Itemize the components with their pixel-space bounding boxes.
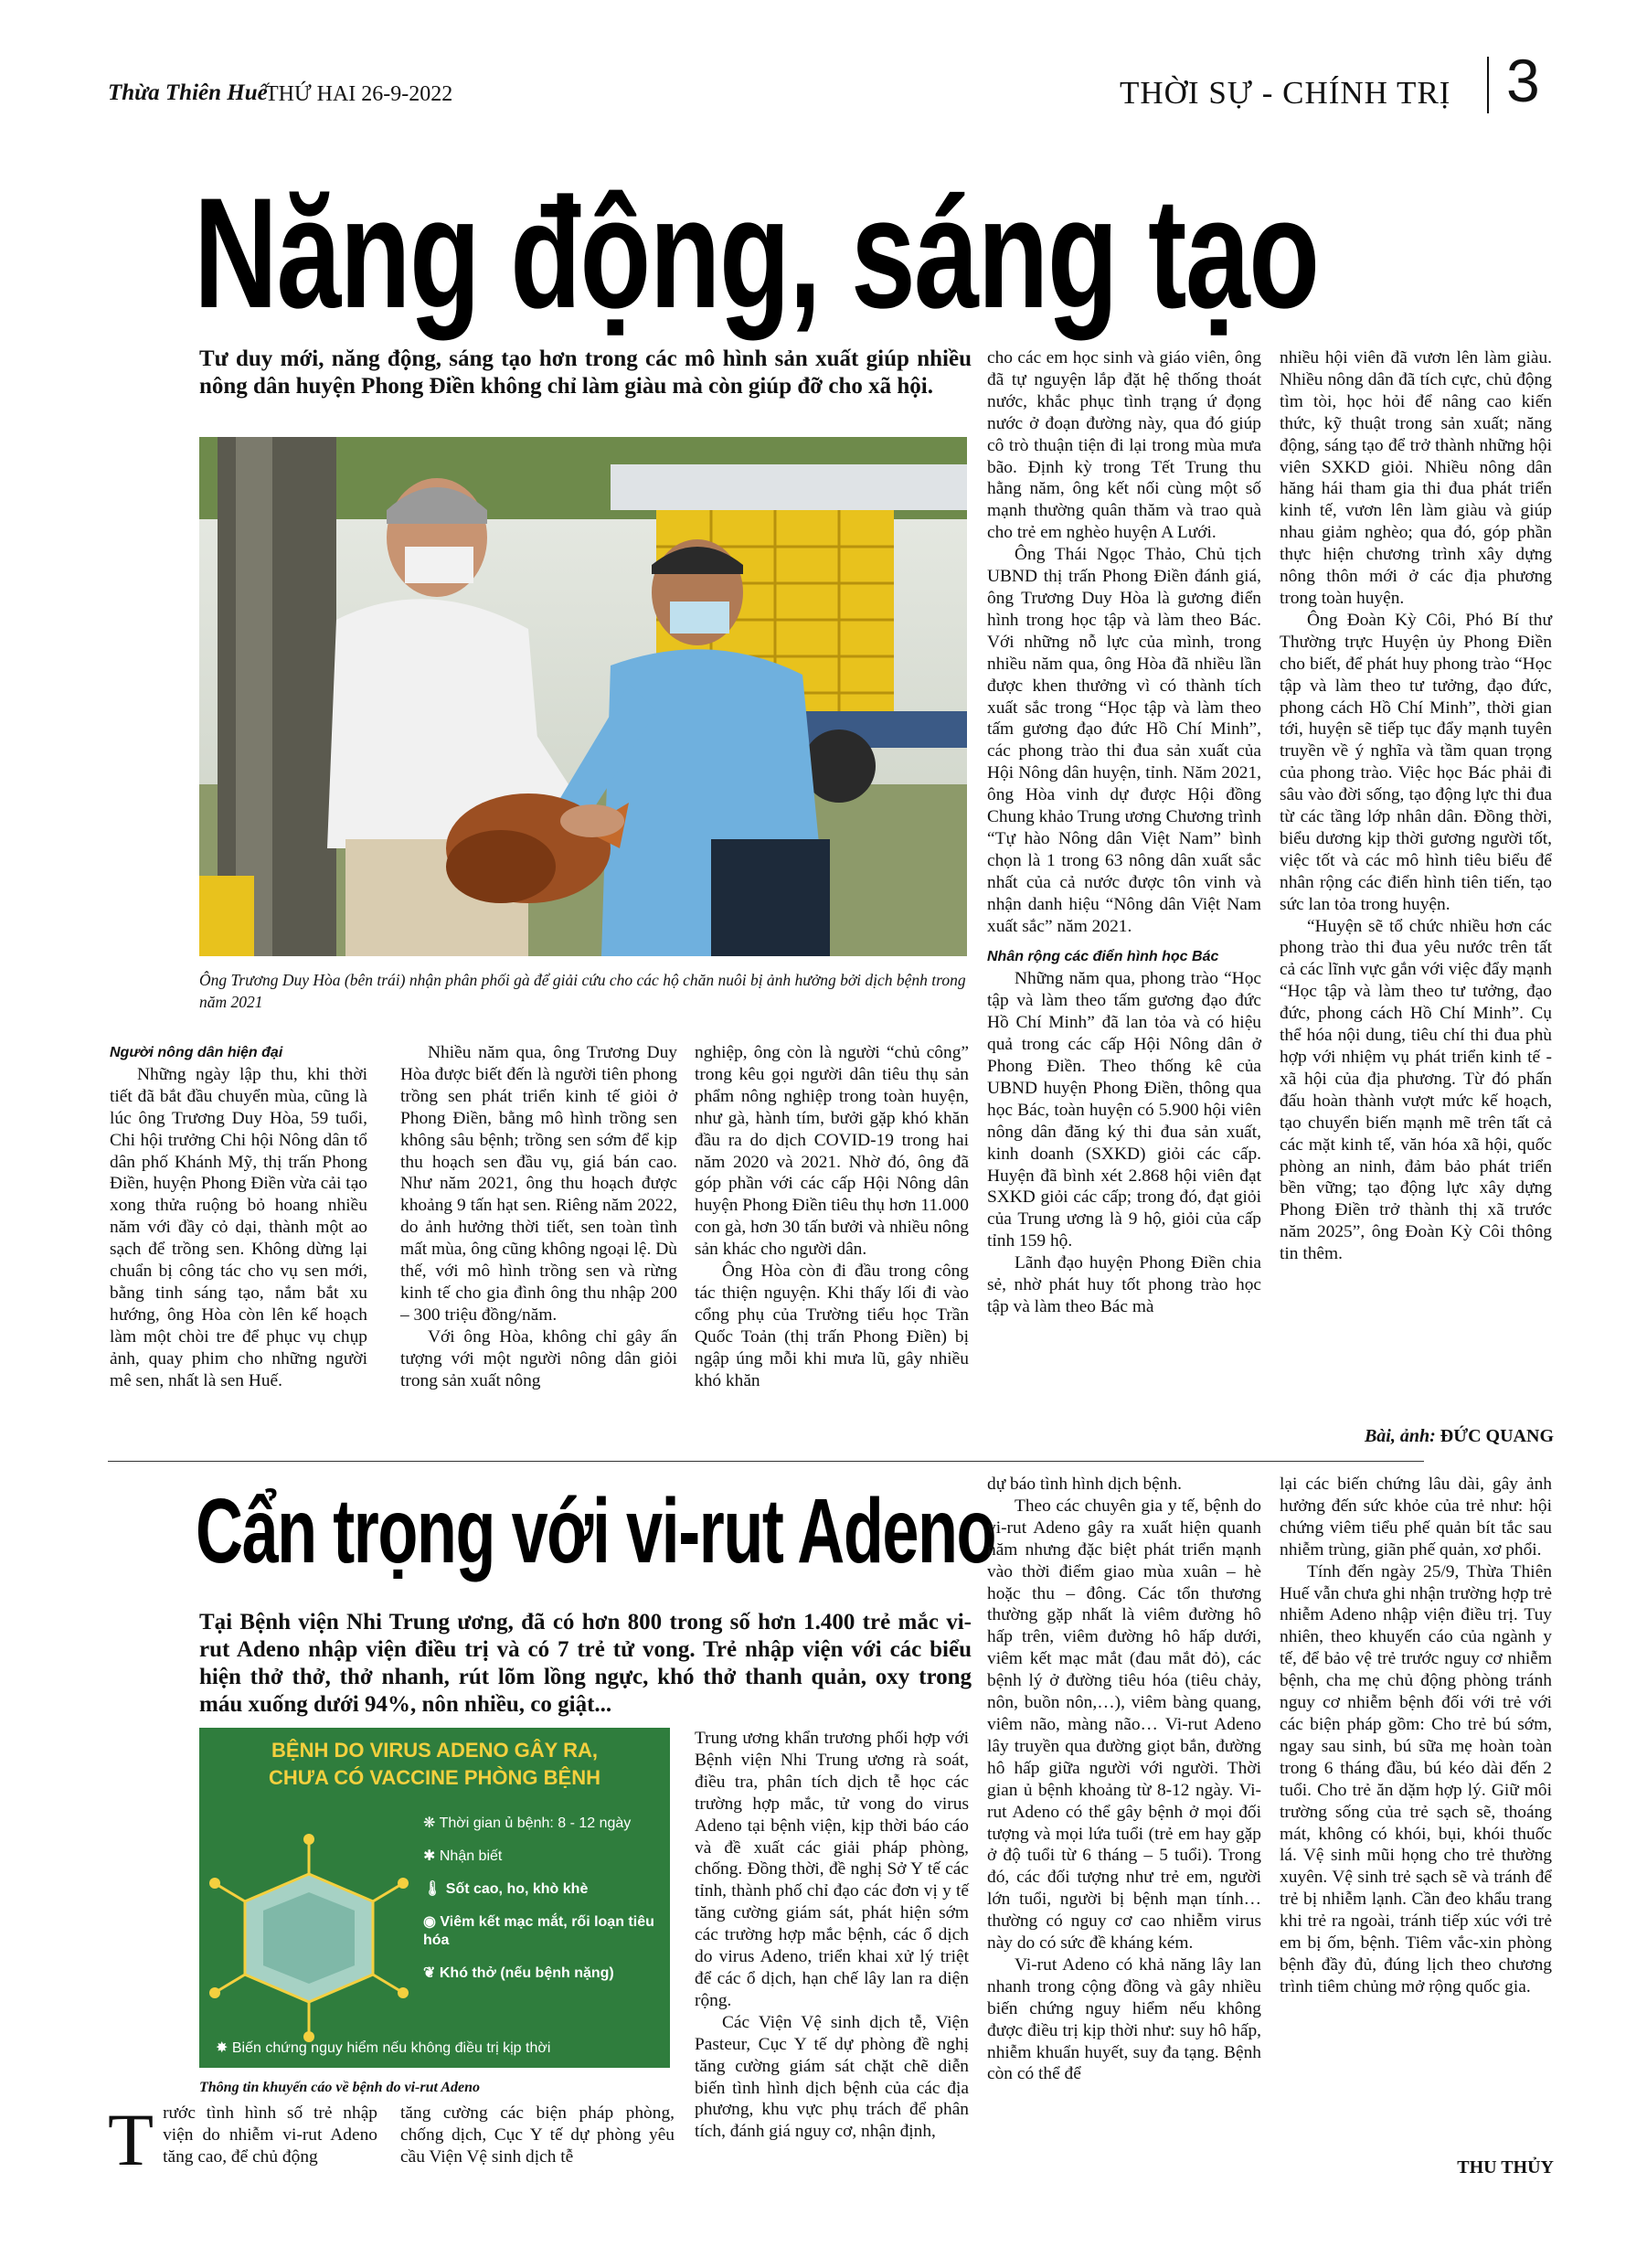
article1-paragraph: Lãnh đạo huyện Phong Điền chia sẻ, nhờ phát huy tốt phong trào học tập và làm theo Bác mà xyxy=(987,1253,1261,1316)
article1-paragraph: Với ông Hòa, không chỉ gây ấn tượng với một người nông dân giỏi trong sản xuất nông xyxy=(400,1326,677,1390)
newspaper-name: Thừa Thiên Huế xyxy=(108,80,268,105)
article1-paragraph: Ông Đoàn Kỳ Côi, Phó Bí thư Thường trực Huyện ủy Phong Điền cho biết, để phát huy phong trào “Học tập và làm theo tư tưởng, đạo đức, phong cách Hồ Chí Minh”, thời gian tới, huyện sẽ tiếp tục đẩy mạnh tuyên truyền về ý nghĩa và tầm quan trọng của phong trào. Việc học Bác phải đi sâu vào đời sống, tạo động lực thi đua từ các tầng lớp nhân dân. Đồng thời, biểu dương kịp thời gương người tốt, việc tốt và các mô hình tiêu biểu để nhân rộng các điển hình tiên tiến, tạo sức lan tỏa trong huyện. xyxy=(1280,610,1552,914)
article2-paragraph: lại các biến chứng lâu dài, gây ảnh hưởng đến sức khỏe của trẻ như: hội chứng viêm tiểu phế quản bít tắc sau nhiễm trùng, giãn phế quản, xơ phổi. xyxy=(1280,1475,1552,1560)
article2-column2 xyxy=(400,2103,675,2168)
article2-headline: Cẩn trọng với vi-rut Adeno xyxy=(196,1480,996,1582)
article2-paragraph: Các Viện Vệ sinh dịch tễ, Viện Pasteur, Cục Y tế dự phòng đề nghị tăng cường giám sát chặt chẽ diễn biến tình hình dịch bệnh của các địa phương, khu vực phụ trách để phân tích, đánh giá nguy cơ, nhận định, xyxy=(695,2012,969,2142)
infographic-item: ❋ Thời gian ủ bệnh: 8 - 12 ngày xyxy=(423,1815,632,1831)
infographic-item: ✱ Nhận biết xyxy=(423,1848,503,1864)
byline-name: ĐỨC QUANG xyxy=(1440,1426,1554,1446)
article1-paragraph: nghiệp, ông còn là người “chủ công” trong kêu gọi người dân tiêu thụ sản phẩm nông nghiệp trong toàn huyện, như gà, hành tím, bưởi gặp khó khăn đầu ra do dịch COVID-19 trong hai năm 2020 và 2021. Nhờ đó, ông đã góp phần với các cấp Hội Nông dân huyện Phong Điền tiêu thụ hơn 11.000 con gà, hơn 30 tấn bưởi và nhiều nông sản khác cho người dân. xyxy=(695,1043,969,1260)
warning-icon: ✸ xyxy=(216,2040,232,2056)
article1-column5 xyxy=(1280,347,1552,1265)
lungs-icon: ❦ xyxy=(423,1965,440,1981)
issue-date: THỨ HAI 26-9-2022 xyxy=(265,82,453,106)
article2-paragraph: Tính đến ngày 25/9, Thừa Thiên Huế vẫn chưa ghi nhận trường hợp trẻ nhiễm Adeno nhập viện điều trị. Tuy nhiên, theo khuyến cáo của ngành y tế, để bảo vệ trẻ trước nguy cơ nhiễm bệnh, cha mẹ chủ động phòng tránh nguy cơ nhiễm bệnh đối với trẻ với các biện pháp gồm: Cho trẻ bú sớm, ngay sau sinh, bú sữa mẹ hoàn toàn trong 6 tháng đầu, bú kéo dài đến 2 tuổi. Cho trẻ ăn dặm hợp lý. Giữ môi trường sống của trẻ sạch sẽ, thoáng mát, không có khói, bụi, khói thuốc lá. Vệ sinh mũi họng cho trẻ thường xuyên. Vệ sinh trẻ sạch sẽ và tránh để trẻ bị nhiễm lạnh. Cần đeo khẩu trang khi trẻ ra ngoài, tránh tiếp xúc với trẻ em bị ốm, bệnh. Tiêm vắc-xin phòng bệnh đầy đủ, đúng lịch theo chương trình tiêm chủng mở rộng quốc gia. xyxy=(1280,1561,1552,1996)
article1-paragraph: Những ngày lập thu, khi thời tiết đã bắt đầu chuyển mùa, cũng là lúc ông Trương Duy Hòa, 59 tuổi, Chi hội trưởng Chi hội Nông dân tổ dân phố Khánh Mỹ, thị trấn Phong Điền, huyện Phong Điền vừa cải tạo xong thửa ruộng bỏ hoang nhiều năm với đầy cỏ dại, thành một ao sạch để trồng sen. Không dừng lại chuẩn bị công tác cho vụ sen mới, bằng tinh sáng tạo, nắm bắt xu hướng, ông Hòa còn lên kế hoạch làm một chòi tre để phục vụ chụp ảnh, quay phim cho những người mê sen, nhất là sen Huế. xyxy=(110,1064,367,1390)
infographic-title-line2: CHƯA CÓ VACCINE PHÒNG BỆNH xyxy=(269,1766,600,1789)
article2-paragraph: rước tình hình số trẻ nhập viện do nhiễm vi-rut Adeno tăng cao, để chủ động xyxy=(163,2103,377,2167)
article2-column1 xyxy=(108,2098,377,2181)
farmers-chicken-photo xyxy=(199,437,967,956)
masthead-divider xyxy=(1487,57,1489,113)
article1-subhead1: Người nông dân hiện đại xyxy=(110,1045,283,1060)
infographic-title-line1: BỆNH DO VIRUS ADENO GÂY RA, xyxy=(271,1739,598,1762)
article1-lead: Tư duy mới, năng động, sáng tạo hơn trong các mô hình sản xuất giúp nhiều nông dân huyện Phong Điền không chỉ làm giàu mà còn giúp đỡ cho xã hội. xyxy=(199,346,972,399)
infographic-item: ❦ Khó thở (nếu bệnh nặng) xyxy=(423,1965,614,1981)
article2-column3 xyxy=(695,1728,969,2143)
article1-subhead2: Nhân rộng các điển hình học Bác xyxy=(987,949,1219,965)
article2-paragraph: Theo các chuyên gia y tế, bệnh do vi-rut Adeno gây ra xuất hiện quanh năm nhưng đặc biệt phát triển mạnh vào thời điểm giao mùa xuân – hè hoặc thu – đông. Các tổn thương thường gặp nhất là viêm đường hô hấp trên, viêm đường hô hấp dưới, viêm kết mạc mắt (đau mắt đỏ), các bệnh lý ở đường tiêu hóa (tiêu chảy, nôn, buồn nôn,…), viêm bàng quang, viêm não, màng não… Vi-rut Adeno lây truyền qua đường giọt bắn, đường hô hấp giữa người với người. Thời gian ủ bệnh khoảng từ 8-12 ngày. Vi-rut Adeno có thể gây bệnh ở mọi đối tượng và mọi lứa tuổi (trẻ em hay gặp ở độ tuổi từ 6 tháng – 5 tuổi). Trong đó, các đối tượng như trẻ em, người lớn tuổi, người bị bệnh mạn tính… thường có nguy cơ cao nhiễm virus này do có sức đề kháng kém. xyxy=(987,1496,1261,1954)
article2-lead: Tại Bệnh viện Nhi Trung ương, đã có hơn 800 trong số hơn 1.400 trẻ mắc vi-rut Adeno nhập viện điều trị và có 7 trẻ tử vong. Trẻ nhập viện với các biểu hiện thở thở, thở nhanh, rút lõm lồng ngực, khó thở thanh quản, oxy trong máu xuống dưới 94%, nôn nhiều, co giật... xyxy=(199,1610,972,1717)
article2-paragraph: tăng cường các biện pháp phòng, chống dịch, Cục Y tế dự phòng yêu cầu Viện Vệ sinh dịch tễ xyxy=(400,2103,675,2167)
article2-column4 xyxy=(987,1474,1261,2085)
article1-paragraph: Ông Hòa còn đi đầu trong công tác thiện nguyện. Khi thấy lối đi vào cổng phụ của Trường tiểu học Trần Quốc Toản (thị trấn Phong Điền) bị ngập úng mỗi khi mưa lũ, gây nhiều khó khăn xyxy=(695,1262,969,1390)
eye-icon: ◉ xyxy=(423,1914,441,1930)
article2-column5 xyxy=(1280,1474,1552,1998)
article1-column4 xyxy=(987,347,1261,1318)
drop-cap: T xyxy=(108,2098,154,2181)
article1-column1 xyxy=(110,1042,367,1392)
article1-column3 xyxy=(695,1042,969,1392)
article2-infographic-caption: Thông tin khuyến cáo về bệnh do vi-rut Adeno xyxy=(199,2080,480,2095)
article2-paragraph: Trung ương khẩn trương phối hợp với Bệnh viện Nhi Trung ương rà soát, điều tra, phân tích dịch tễ học các trường hợp mắc, tử vong do virus Adeno tại bệnh viện, kịp thời báo cáo và đề xuất các giải pháp phòng, chống. Đồng thời, đề nghị Sở Y tế các tỉnh, thành phố chỉ đạo các đơn vị y tế tăng cường giám sát, phát hiện sớm các trường hợp mắc bệnh, các ổ dịch do virus Adeno, triển khai xử lý triệt để các ổ dịch, hạn chế lây lan ra diện rộng. xyxy=(695,1729,969,2010)
bullet-icon: ❋ xyxy=(423,1815,440,1831)
infographic-item: ◉ Viêm kết mạc mắt, rối loạn tiêu hóa xyxy=(423,1914,654,1948)
adeno-infographic xyxy=(199,1728,670,2068)
article1-photo-caption: Ông Trương Duy Hòa (bên trái) nhận phân phối gà để giải cứu cho các hộ chăn nuôi bị ảnh hưởng bởi dịch bệnh trong năm 2021 xyxy=(199,971,966,1011)
byline-label: Bài, ảnh: xyxy=(1364,1426,1436,1446)
article1-photo xyxy=(199,437,967,956)
infographic-items xyxy=(423,1815,661,1983)
article1-byline xyxy=(1353,1426,1554,1447)
article1-paragraph: “Huyện sẽ tổ chức nhiều hơn các phong trào thi đua yêu nước trên tất cả các lĩnh vực gắn với việc đẩy mạnh “Học tập và làm theo tư tưởng, đạo đức, phong cách Hồ Chí Minh”. Cụ thể hóa nội dung, tiêu chí thi đua phù hợp với nhiệm vụ phát triển kinh tế - xã hội của địa phương. Từ đó phấn đấu hoàn thành vượt mức kế hoạch, tạo chuyển biến mạnh mẽ trên tất cả các mặt kinh tế, văn hóa xã hội, quốc phòng an ninh, đảm bảo phát triển bền vững; tạo động lực xây dựng Phong Điền trở thành thị xã trước năm 2025”, ông Đoàn Kỳ Côi thông tin thêm. xyxy=(1280,916,1552,1264)
section-name: THỜI SỰ - CHÍNH TRỊ xyxy=(1120,75,1451,111)
article-separator xyxy=(108,1461,1424,1462)
article1-headline: Năng động, sáng tạo xyxy=(194,165,1319,341)
article1-paragraph: Ông Thái Ngọc Thảo, Chủ tịch UBND thị trấn Phong Điền đánh giá, ông Trương Duy Hòa là gương điển hình trong học tập và làm theo Bác. Với những nỗ lực của mình, trong nhiều năm qua, ông Hòa đã nhiều lần được khen thưởng vì có thành tích xuất sắc trong “Học tập và làm theo tấm gương đạo đức Hồ Chí Minh”, các phong trào thi đua sản xuất của Hội Nông dân huyện, tỉnh. Năm 2021, ông Hòa vinh dự được Hội đồng Chung khảo Trung ương Chương trình “Tự hào Nông dân Việt Nam” bình chọn là 1 trong 63 nông dân xuất sắc nhất của cả nước được tôn vinh và nhận danh hiệu “Nông dân Việt Nam xuất sắc” năm 2021. xyxy=(987,545,1261,936)
article1-column2 xyxy=(400,1042,677,1392)
infographic-item: 🌡 Sốt cao, ho, khò khè xyxy=(423,1881,589,1897)
infographic-title xyxy=(199,1737,670,1792)
bullet-icon: ✱ xyxy=(423,1848,440,1864)
article1-paragraph: cho các em học sinh và giáo viên, ông đã tự nguyện lắp đặt hệ thống thoát nước, khắc phục tình trạng ứ đọng nước ở đoạn đường này, qua đó giúp cô trò thuận tiện đi lại trong mùa mưa bão. Định kỳ trong Tết Trung thu hằng năm, ông kết nối cùng một số mạnh thường quân thăm và trao quà cho trẻ em nghèo huyện A Lưới. xyxy=(987,348,1261,543)
article1-paragraph: Nhiều năm qua, ông Trương Duy Hòa được biết đến là người tiên phong trồng sen phát triển kinh tế giỏi ở Phong Điền, bằng mô hình trồng sen không sâu bệnh; trồng sen sớm để kịp thu hoạch sen đầu vụ, giá bán cao. Như năm 2021, ông thu hoạch được khoảng 9 tấn hạt sen. Riêng năm 2022, do ảnh hưởng thời tiết, sen toàn tình mất mùa, ông cũng không ngoại lệ. Dù thế, với mô hình trồng sen và rừng kinh tế cho gia đình ông thu nhập 200 – 300 triệu đồng/năm. xyxy=(400,1043,677,1325)
page-number: 3 xyxy=(1506,47,1540,114)
thermometer-icon: 🌡 xyxy=(423,1881,446,1897)
article2-paragraph: dự báo tình hình dịch bệnh. xyxy=(987,1475,1183,1494)
infographic-footer: ✸ Biến chứng nguy hiểm nếu không điều trị kịp thời xyxy=(216,2040,551,2056)
article1-paragraph: nhiều hội viên đã vươn lên làm giàu. Nhiều nông dân đã tích cực, chủ động tìm tòi, học hỏi để nâng cao kiến thức, kỹ thuật trong sản xuất; năng động, sáng tạo để trở thành những hội viên SXKD giỏi. Nhiều nông dân hăng hái tham gia thi đua phát triển kinh tế, vươn lên làm giàu và giúp nhau giảm nghèo; qua đó, góp phần thực hiện chương trình xây dựng nông thôn mới ở các địa phương trong toàn huyện. xyxy=(1280,348,1552,608)
article2-paragraph: Vi-rut Adeno có khả năng lây lan nhanh trong cộng đồng và gây nhiều biến chứng nguy hiểm nếu không được điều trị kịp thời như: suy hô hấp, nhiễm khuẩn huyết, suy đa tạng. Bệnh còn có thể để xyxy=(987,1954,1261,2084)
article1-paragraph: Những năm qua, phong trào “Học tập và làm theo tấm gương đạo đức Hồ Chí Minh” đã lan tỏa và có hiệu quả trong các cấp Hội Nông dân ở Phong Điền. Theo thống kê của UBND huyện Phong Điền, thông qua học Bác, toàn huyện có 5.900 hội viên nông dân đăng ký thi đua sản xuất, kinh doanh (SXKD) giỏi các cấp. Huyện đã bình xét 2.868 hội viên đạt SXKD giỏi các cấp; trong đó, đạt giỏi của Trung ương là 9 hộ, giỏi của cấp tỉnh 159 hộ. xyxy=(987,969,1261,1251)
article2-byline: THU THỦY xyxy=(1457,2157,1554,2177)
